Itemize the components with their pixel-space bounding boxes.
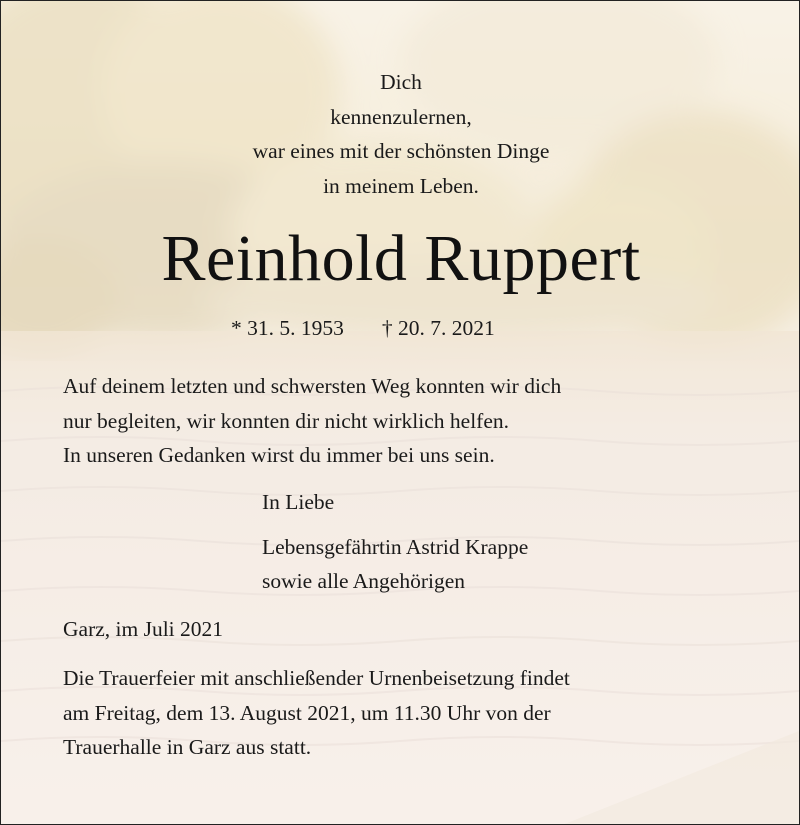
- service-line: am Freitag, dem 13. August 2021, um 11.30 Uhr von der: [63, 700, 551, 725]
- place-and-date: Garz, im Juli 2021: [63, 617, 224, 641]
- deceased-name: Reinhold Ruppert: [161, 222, 641, 295]
- birth-date: * 31. 5. 1953: [231, 316, 344, 340]
- verse-line: kennenzulernen,: [330, 104, 472, 129]
- verse-line: in meinem Leben.: [323, 173, 479, 198]
- death-date: † 20. 7. 2021: [381, 316, 495, 340]
- message-line: nur begleiten, wir konnten dir nicht wirklich helfen.: [63, 408, 509, 433]
- funeral-service-info: [63, 661, 570, 765]
- service-line: Die Trauerfeier mit anschließender Urnenbeisetzung findet: [63, 666, 570, 690]
- memorial-verse: [1, 65, 800, 203]
- signer-line: sowie alle Angehörigen: [262, 569, 466, 593]
- verse-line: Dich: [380, 70, 422, 94]
- signers-block: [262, 485, 528, 599]
- message-line: In unseren Gedanken wirst du immer bei uns sein.: [63, 443, 495, 467]
- spacer: [262, 520, 528, 530]
- service-line: Trauerhalle in Garz aus statt.: [63, 735, 312, 759]
- farewell-message: [63, 369, 561, 473]
- life-dates: [231, 314, 495, 342]
- message-line: Auf deinem letzten und schwersten Weg konnten wir dich: [63, 374, 562, 398]
- verse-line: war eines mit der schönsten Dinge: [252, 139, 550, 163]
- signer-line: Lebensgefährtin Astrid Krappe: [262, 534, 529, 559]
- signers-intro: In Liebe: [262, 490, 335, 514]
